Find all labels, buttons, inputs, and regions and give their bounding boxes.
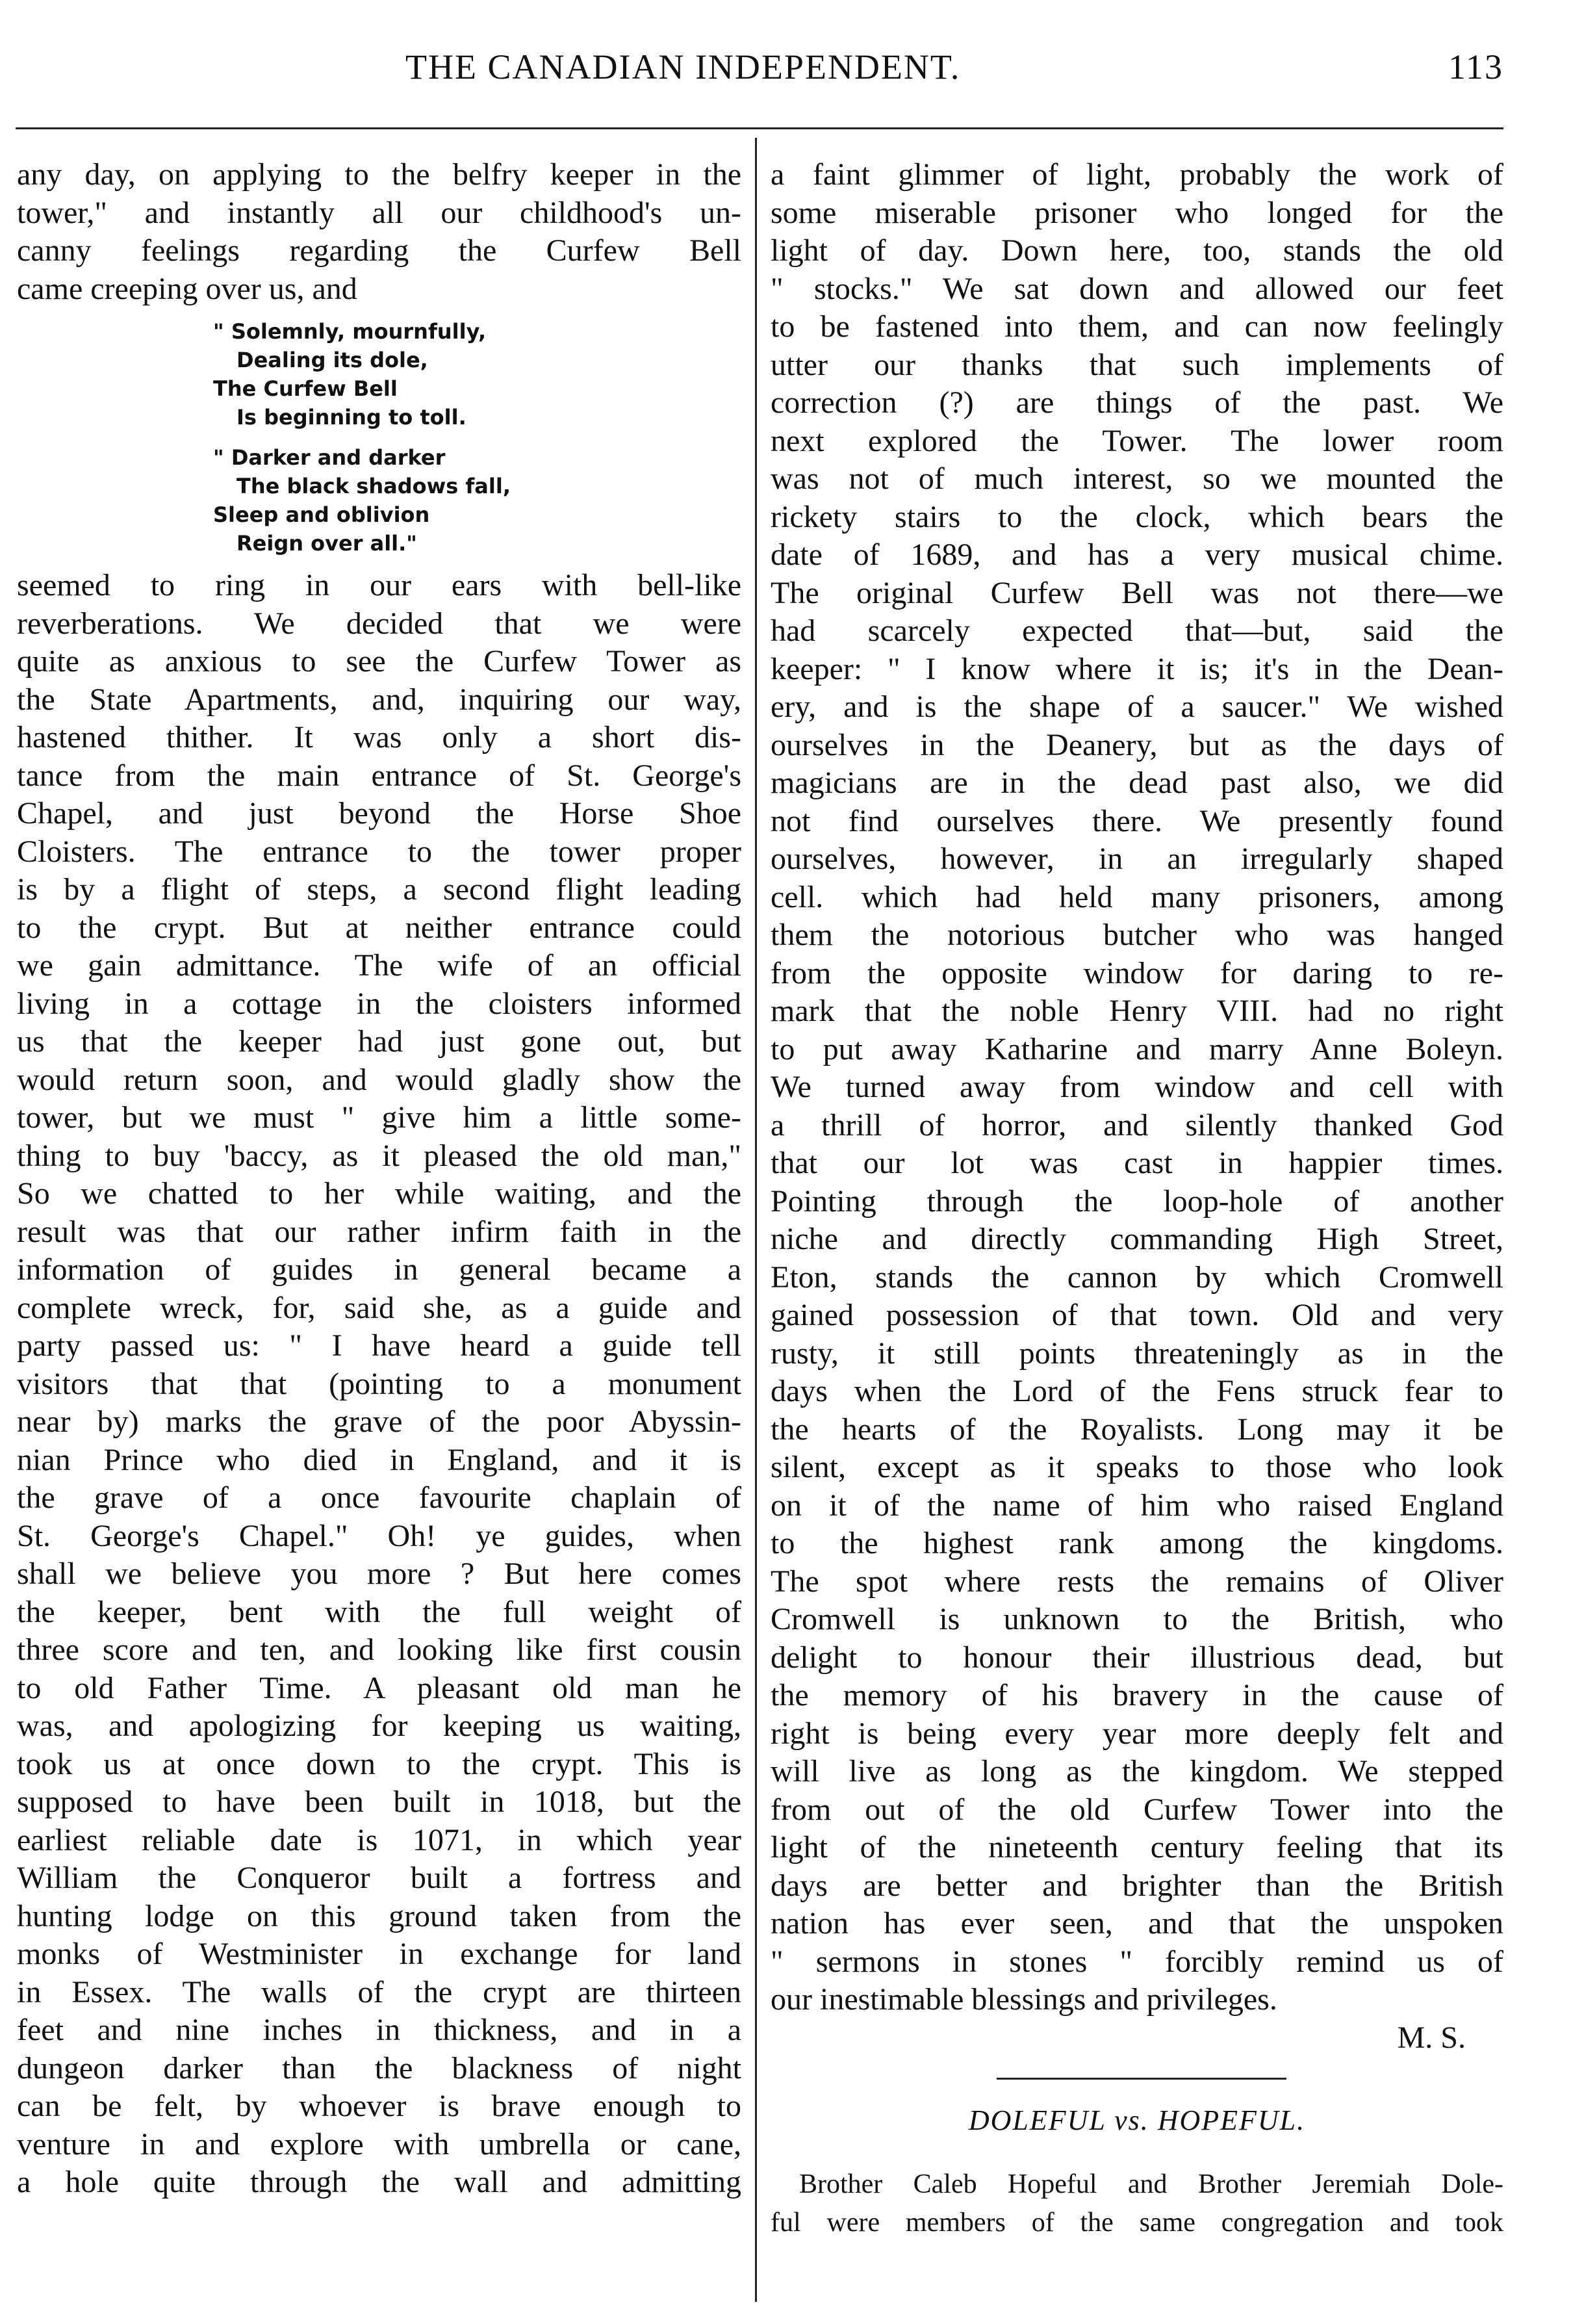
text-line: the grave of a once favourite chaplain of	[17, 1480, 741, 1515]
right-column	[771, 156, 1503, 2241]
text-line: not find ourselves there. We presently found	[771, 803, 1503, 838]
text-line: canny feelings regarding the Curfew Bell	[17, 233, 741, 268]
text-line: thing to buy 'baccy, as it pleased the old man,"	[17, 1138, 741, 1173]
left-column	[17, 156, 741, 2202]
text-line: The spot where rests the remains of Oliver	[771, 1564, 1503, 1599]
text-line: light of the nineteenth century feeling that its	[771, 1830, 1503, 1865]
verse-quotation	[213, 317, 741, 558]
text-line: us that the keeper had just gone out, but	[17, 1024, 741, 1059]
text-line: utter our thanks that such implements of	[771, 347, 1503, 382]
text-line: will live as long as the kingdom. We stepped	[771, 1754, 1503, 1788]
text-line: So we chatted to her while waiting, and the	[17, 1176, 741, 1211]
verse-line: Reign over all."	[236, 531, 417, 556]
text-line: ful were members of the same congregation and took	[771, 2207, 1503, 2238]
text-line: light of day. Down here, too, stands the old	[771, 233, 1503, 268]
text-line: had scarcely expected that—but, said the	[771, 613, 1503, 648]
article-separator-rule	[997, 2078, 1286, 2080]
text-line: cell. which had held many prisoners, among	[771, 879, 1503, 914]
text-line: delight to honour their illustrious dead, but	[771, 1640, 1503, 1675]
author-signature: M. S.	[1397, 2020, 1466, 2055]
text-line: took us at once down to the crypt. This is	[17, 1746, 741, 1781]
text-line: ery, and is the shape of a saucer." We wished	[771, 690, 1503, 724]
verse-line: " Solemnly, mournfully,	[213, 319, 487, 344]
text-line: our inestimable blessings and privileges.	[771, 1982, 1277, 2017]
text-line: St. George's Chapel." Oh! ye guides, when	[17, 1518, 741, 1553]
text-line: can be felt, by whoever is brave enough to	[17, 2089, 741, 2123]
text-line: rusty, it still points threateningly as in the	[771, 1336, 1503, 1371]
text-line: was not of much interest, so we mounted the	[771, 461, 1503, 496]
text-line: dungeon darker than the blackness of night	[17, 2050, 741, 2085]
text-line: Eton, stands the cannon by which Cromwell	[771, 1259, 1503, 1295]
text-line: from the opposite window for daring to re-	[771, 955, 1503, 990]
text-line: the hearts of the Royalists. Long may it be	[771, 1412, 1503, 1447]
verse-stanza	[213, 443, 741, 558]
text-line: on it of the name of him who raised England	[771, 1488, 1503, 1523]
text-line: keeper: " I know where it is; it's in the Dean-	[771, 651, 1503, 686]
text-line: the keeper, bent with the full weight of	[17, 1594, 741, 1629]
text-line: correction (?) are things of the past. We	[771, 385, 1503, 420]
publication-title: THE CANADIAN INDEPENDENT.	[405, 47, 961, 86]
body-paragraph	[771, 156, 1503, 2019]
text-line: rickety stairs to the clock, which bears the	[771, 499, 1503, 534]
text-line: William the Conqueror built a fortress and	[17, 1861, 741, 1895]
text-line: The original Curfew Bell was not there—we	[771, 575, 1503, 610]
text-line: ourselves, however, in an irregularly shaped	[771, 842, 1503, 876]
text-line: tower, but we must " give him a little some-	[17, 1100, 741, 1135]
text-line: them the notorious butcher who was hanged	[771, 918, 1503, 952]
text-line: quite as anxious to see the Curfew Tower as	[17, 644, 741, 678]
text-line: silent, except as it speaks to those who look	[771, 1450, 1503, 1484]
text-line: to be fastened into them, and can now feelingly	[771, 309, 1503, 344]
text-line: date of 1689, and has a very musical chime.	[771, 537, 1503, 572]
text-line: hunting lodge on this ground taken from the	[17, 1898, 741, 1933]
text-line: feet and nine inches in thickness, and in a	[17, 2013, 741, 2047]
text-line: information of guides in general became a	[17, 1252, 741, 1287]
text-line: We turned away from window and cell with	[771, 1070, 1503, 1104]
text-line: that our lot was cast in happier times.	[771, 1146, 1503, 1180]
text-line: Pointing through the loop-hole of another	[771, 1183, 1503, 1219]
column-rule	[755, 138, 757, 2302]
text-line: to the highest rank among the kingdoms.	[771, 1526, 1503, 1560]
text-line: Cromwell is unknown to the British, who	[771, 1602, 1503, 1636]
text-line: three score and ten, and looking like first cousin	[17, 1633, 741, 1667]
text-line: a thrill of horror, and silently thanked God	[771, 1107, 1503, 1143]
text-line: near by) marks the grave of the poor Abyssin-	[17, 1404, 741, 1439]
text-line: " stocks." We sat down and allowed our feet	[771, 271, 1503, 306]
text-line: niche and directly commanding High Street,	[771, 1222, 1503, 1256]
text-line: earliest reliable date is 1071, in which year	[17, 1822, 741, 1857]
text-line: ourselves in the Deanery, but as the days of	[771, 727, 1503, 762]
text-line: to old Father Time. A pleasant old man he	[17, 1670, 741, 1705]
text-line: visitors that that (pointing to a monument	[17, 1366, 741, 1401]
verse-line: Sleep and oblivion	[213, 502, 430, 527]
intro-paragraph	[17, 156, 741, 308]
text-line: nation has ever seen, and that the unspoken	[771, 1906, 1503, 1941]
text-line: would return soon, and would gladly show the	[17, 1062, 741, 1097]
text-line: next explored the Tower. The lower room	[771, 423, 1503, 458]
text-line: venture in and explore with umbrella or cane,	[17, 2126, 741, 2162]
text-line: seemed to ring in our ears with bell-like	[17, 568, 741, 602]
verse-line: Is beginning to toll.	[236, 405, 466, 430]
page-number: 113	[1448, 47, 1503, 86]
text-line: to put away Katharine and marry Anne Boleyn.	[771, 1031, 1503, 1066]
text-line: reverberations. We decided that we were	[17, 606, 741, 641]
header-rule	[16, 127, 1503, 129]
text-line: days are better and brighter than the British	[771, 1868, 1503, 1903]
body-paragraph	[17, 567, 741, 2202]
text-line: a hole quite through the wall and admitting	[17, 2165, 741, 2199]
text-line: result was that our rather infirm faith in the	[17, 1214, 741, 1249]
verse-line: " Darker and darker	[213, 445, 446, 470]
text-line: nian Prince who died in England, and it is	[17, 1442, 741, 1477]
text-line: from out of the old Curfew Tower into the	[771, 1792, 1503, 1827]
text-line: Cloisters. The entrance to the tower proper	[17, 834, 741, 869]
text-line: tower," and instantly all our childhood's un-	[17, 195, 741, 230]
text-line: living in a cottage in the cloisters informed	[17, 986, 741, 1021]
text-line: party passed us: " I have heard a guide tell	[17, 1328, 741, 1363]
text-line: Chapel, and just beyond the Horse Shoe	[17, 796, 741, 831]
text-line: complete wreck, for, said she, as a guide and	[17, 1290, 741, 1325]
text-line: came creeping over us, and	[17, 271, 357, 306]
text-line: we gain admittance. The wife of an official	[17, 948, 741, 983]
text-line: supposed to have been built in 1018, but the	[17, 1785, 741, 1819]
text-line: any day, on applying to the belfry keeper in the	[17, 157, 741, 192]
text-line: in Essex. The walls of the crypt are thirteen	[17, 1974, 741, 2009]
text-line: " sermons in stones " forcibly remind us of	[771, 1944, 1503, 1979]
text-line: is by a flight of steps, a second flight leading	[17, 872, 741, 907]
verse-line: The Curfew Bell	[213, 376, 398, 401]
text-line: some miserable prisoner who longed for the	[771, 195, 1503, 230]
text-line: monks of Westminister in exchange for land	[17, 1937, 741, 1971]
text-line: was, and apologizing for keeping us waiting,	[17, 1709, 741, 1743]
text-line: the memory of his bravery in the cause of	[771, 1678, 1503, 1712]
text-line: a faint glimmer of light, probably the work of	[771, 157, 1503, 192]
next-article-body	[771, 2165, 1503, 2241]
text-line: hastened thither. It was only a short dis-	[17, 720, 741, 755]
text-line: right is being every year more deeply felt and	[771, 1716, 1503, 1751]
text-line: gained possession of that town. Old and very	[771, 1298, 1503, 1332]
verse-line: The black shadows fall,	[236, 474, 511, 498]
text-line: to the crypt. But at neither entrance could	[17, 910, 741, 945]
verse-stanza	[213, 317, 741, 432]
text-line: tance from the main entrance of St. George's	[17, 758, 741, 793]
text-line: mark that the noble Henry VIII. had no right	[771, 994, 1503, 1028]
article-title: DOLEFUL vs. HOPEFUL.	[968, 2104, 1306, 2136]
text-line: shall we believe you more ? But here comes	[17, 1556, 741, 1591]
text-line: magicians are in the dead past also, we did	[771, 766, 1503, 800]
text-line: days when the Lord of the Fens struck fear to	[771, 1374, 1503, 1408]
text-line: the State Apartments, and, inquiring our way,	[17, 682, 741, 717]
verse-line: Dealing its dole,	[236, 348, 428, 372]
text-line: Brother Caleb Hopeful and Brother Jeremiah Dole-	[799, 2169, 1503, 2199]
